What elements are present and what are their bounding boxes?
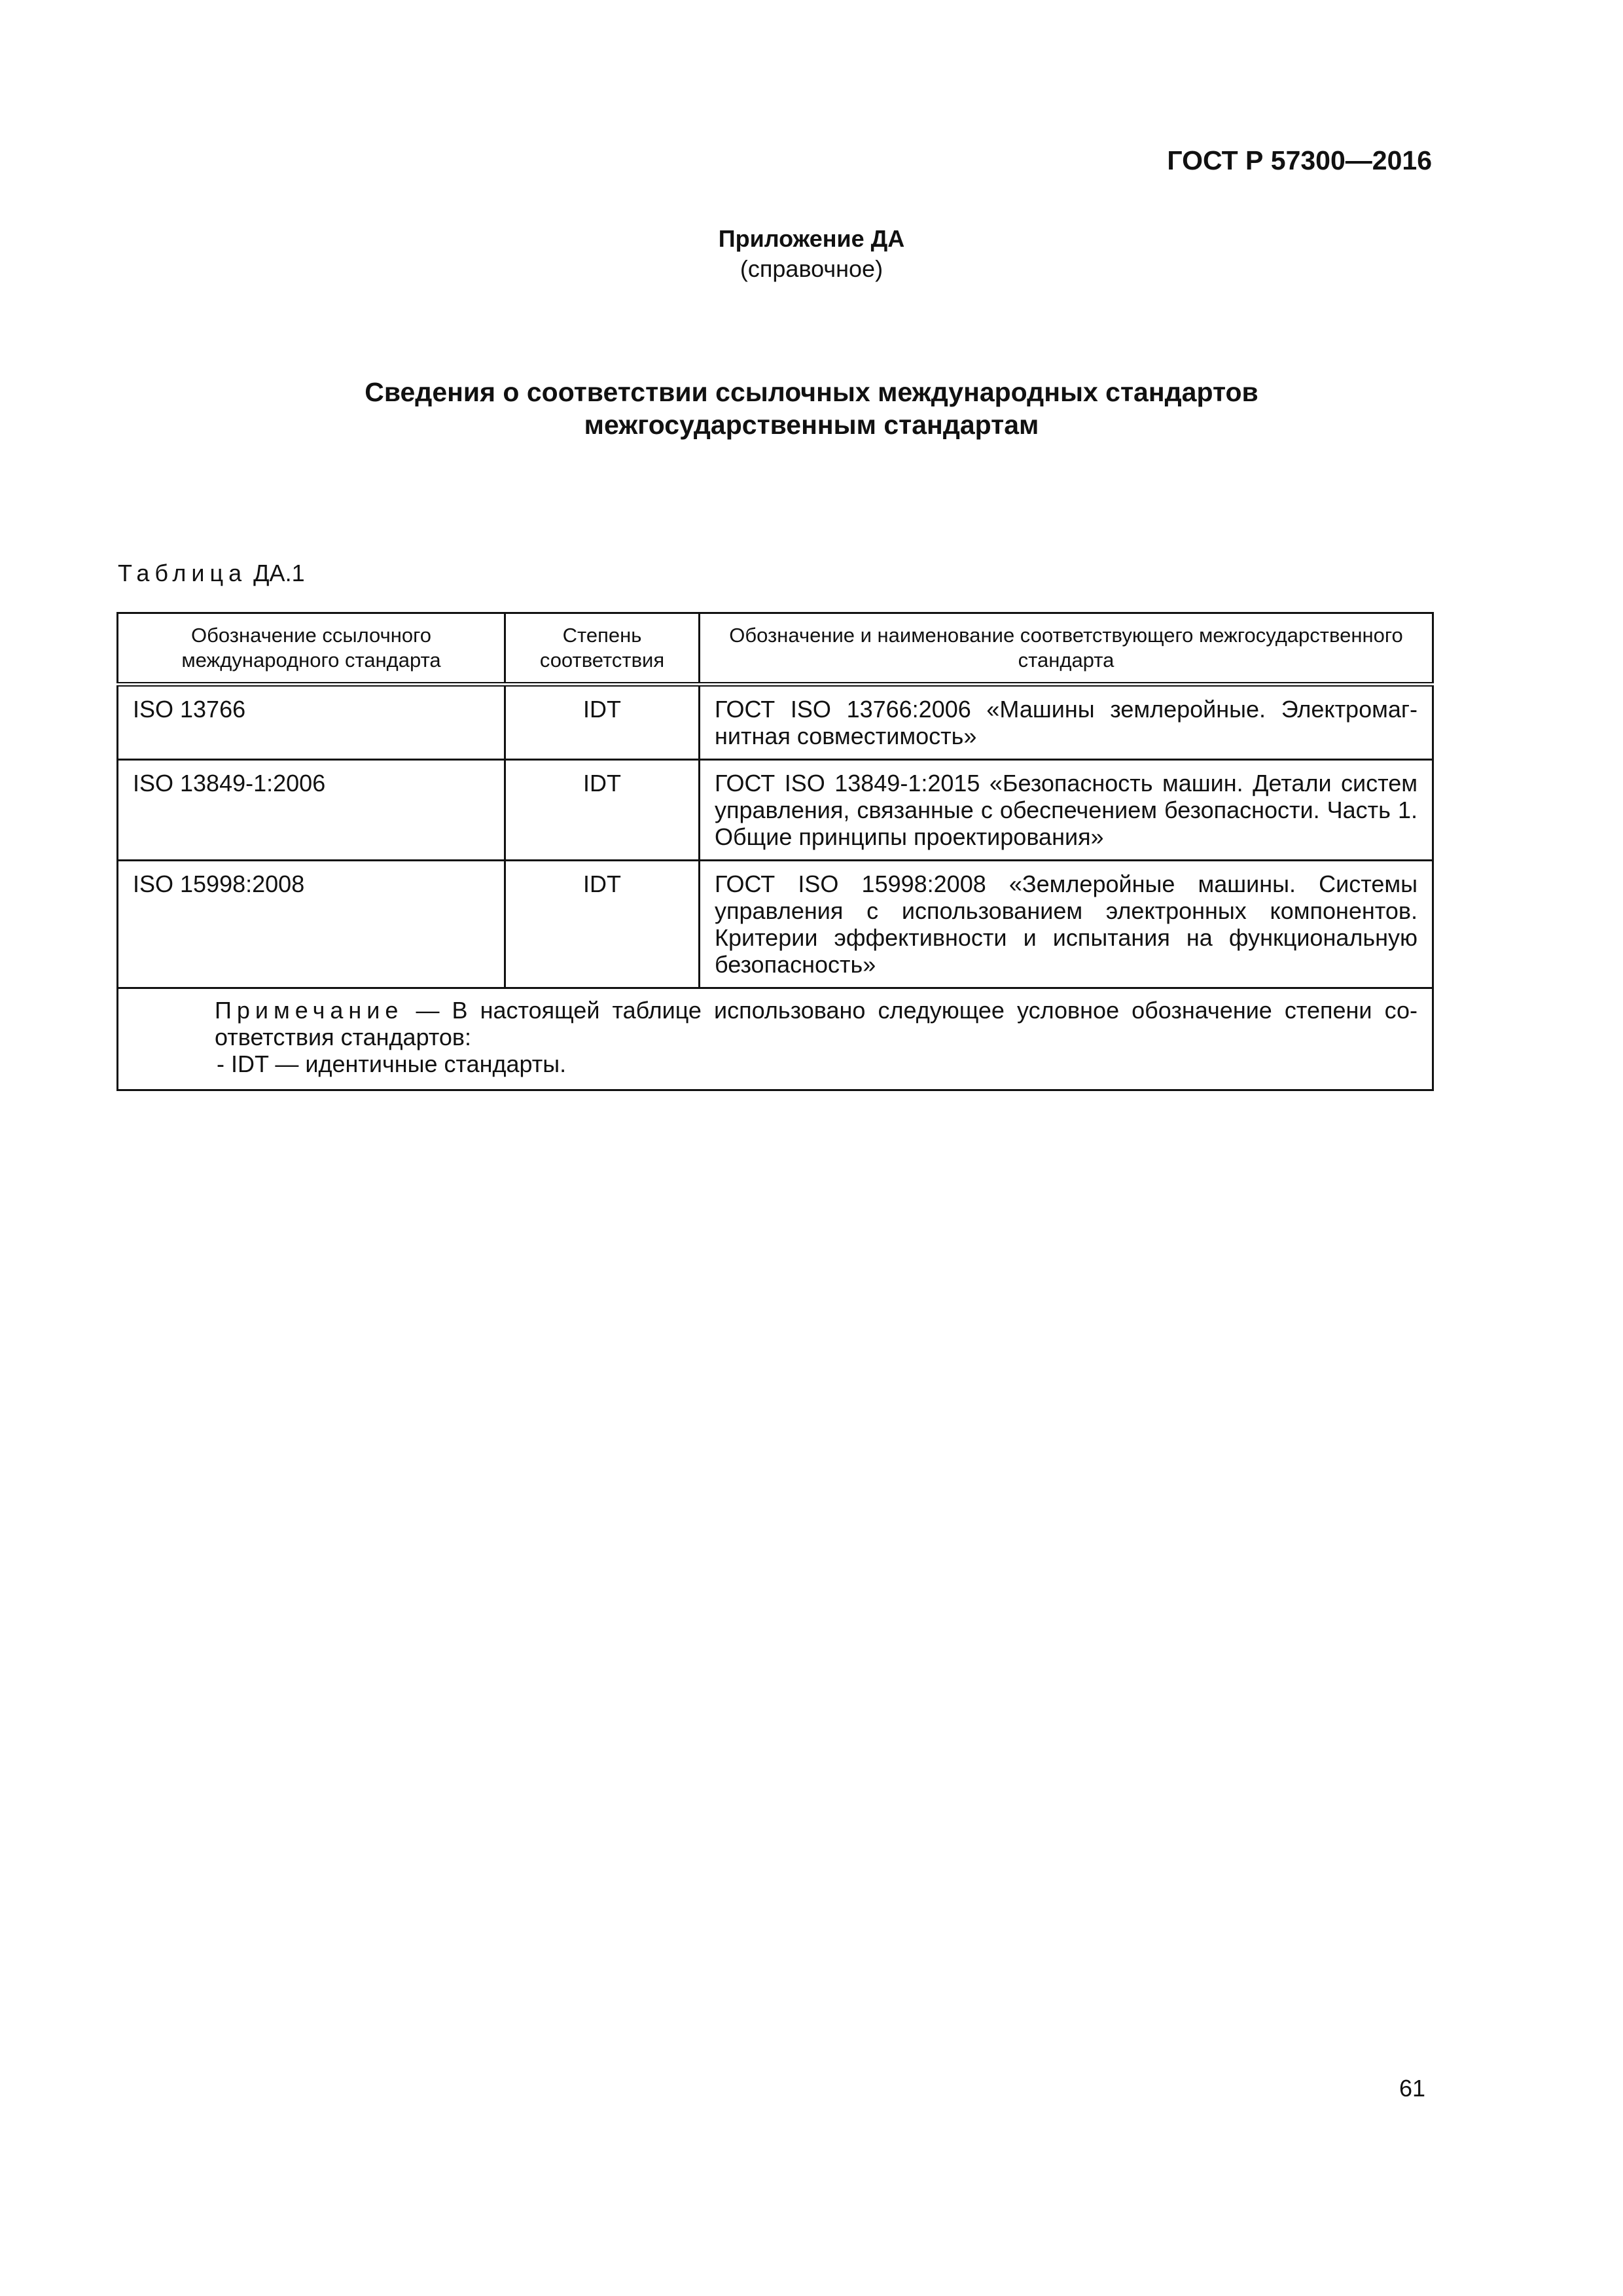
table-note	[118, 988, 1433, 1090]
table-note-row	[118, 988, 1433, 1090]
cell-international-standard: ISO 13849-1:2006	[118, 760, 505, 861]
cell-international-standard: ISO 13766	[118, 685, 505, 760]
cell-degree: IDT	[505, 685, 700, 760]
header-degree: Степень соответствия	[505, 613, 700, 685]
cell-national-standard: ГОСТ ISO 13766:2006 «Машины землеройные. Электромагнитная совместимость»	[700, 685, 1433, 760]
table-row	[118, 685, 1433, 760]
table-row	[118, 760, 1433, 861]
table-caption-word: Таблица	[118, 560, 247, 586]
cell-degree: IDT	[505, 760, 700, 861]
table-header-row	[118, 613, 1433, 685]
cell-national-standard: ГОСТ ISO 13849-1:2015 «Безопасность машин. Детали систем управления, связанные с обеспечением безопасности. Часть 1. Общие принципы проектирования»	[700, 760, 1433, 861]
cell-international-standard: ISO 15998:2008	[118, 861, 505, 988]
appendix-title: Приложение ДА	[718, 225, 905, 252]
heading-line-1: Сведения о соответствии ссылочных международных стандартов	[365, 377, 1258, 407]
table-caption	[118, 560, 305, 587]
page-number: 61	[1399, 2075, 1425, 2102]
note-body: — В настоящей таблице использовано следующее условное обозначение степени соответствия стандартов:	[215, 997, 1418, 1050]
appendix-block	[0, 224, 1623, 284]
section-heading	[0, 376, 1623, 441]
note-text	[133, 997, 1418, 1050]
header-international-standard: Обозначение ссылочного международного стандарта	[118, 613, 505, 685]
heading-line-2: межгосударственным стандартам	[584, 410, 1039, 440]
note-item: - IDT — идентичные стандарты.	[217, 1050, 567, 1077]
header-national-standard: Обозначение и наименование соответствующего межгосударственного стандарта	[700, 613, 1433, 685]
note-label: Примечание	[215, 997, 404, 1024]
document-code: ГОСТ Р 57300—2016	[1167, 145, 1432, 175]
appendix-subtitle: (справочное)	[740, 255, 883, 282]
cell-national-standard: ГОСТ ISO 15998:2008 «Землеройные машины. Системы управления с использованием электронных компонентов. Критерии эффективности и испытания на функциональную безопасность»	[700, 861, 1433, 988]
correspondence-table	[116, 612, 1434, 1091]
table-caption-number: ДА.1	[253, 560, 305, 586]
table-row	[118, 861, 1433, 988]
cell-degree: IDT	[505, 861, 700, 988]
